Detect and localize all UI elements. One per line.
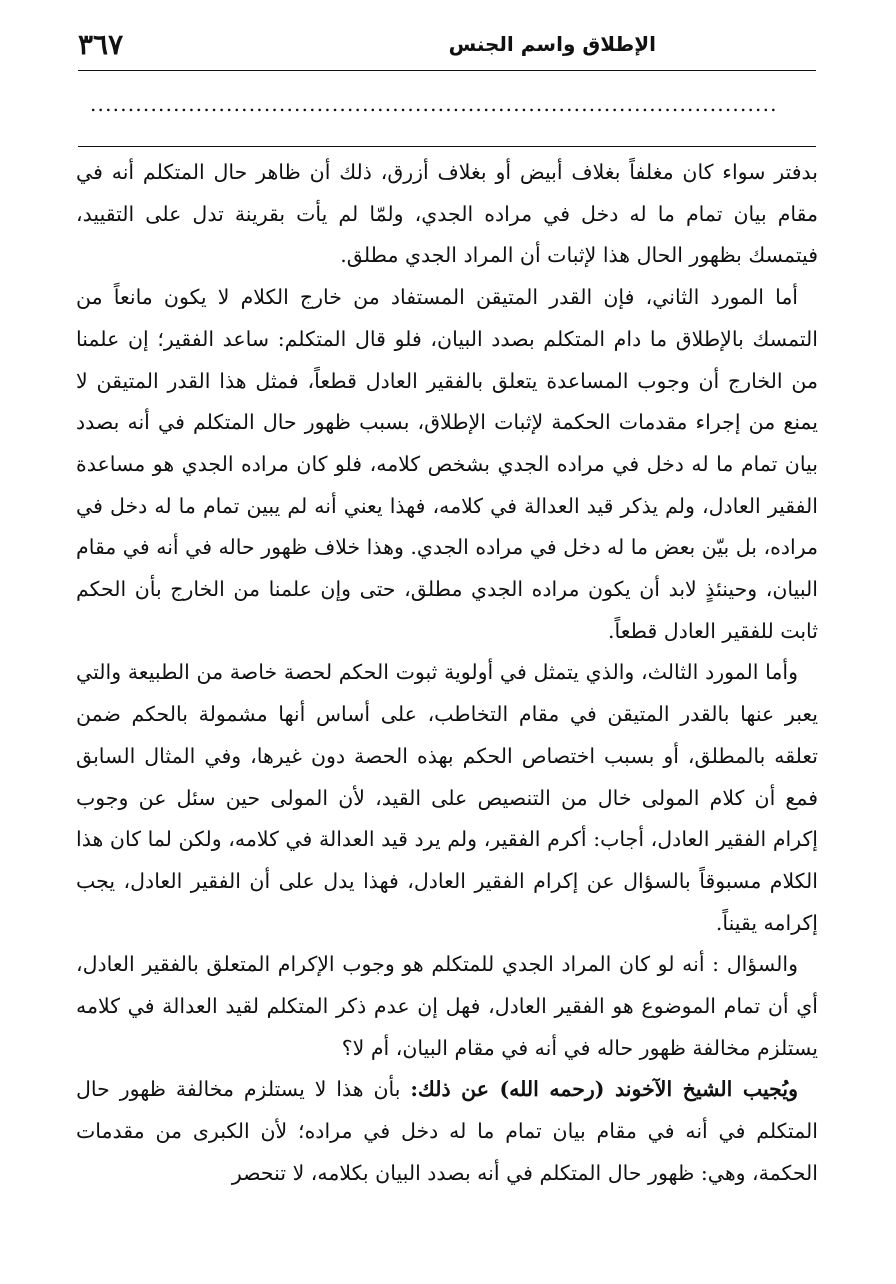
paragraph-text: بدفتر سواء كان مغلفاً بغلاف أبيض أو بغلاف أزرق، ذلك أن ظاهر حال المتكلم أنه في مقام بيان تمام ما له دخل في مراده الجدي، ولمّا لم يأت بقرينة تدل على التقييد، فيتمسك بظهور الحال هذا لإثبات أن المراد الجدي مطلق. <box>76 160 818 268</box>
separator-rule <box>78 146 816 147</box>
body-text <box>76 152 818 1195</box>
paragraph-continuation <box>76 152 818 277</box>
paragraph-text: وأما المورد الثالث، والذي يتمثل في أولوية ثبوت الحكم لحصة خاصة من الطبيعة والتي يعبر عنها بالقدر المتيقن في مقام التخاطب، على أساس أنها مشمولة بالحكم ضمن تعلقه بالمطلق، أو بسبب اختصاص الحكم بهذه الحصة دون غيرها، وفي المثال السابق فمع أن كلام المولى خال من التنصيص على القيد، لأن المولى حين سئل عن وجوب إكرام الفقير العادل، أجاب: أكرم الفقير، ولم يرد قيد العدالة في كلامه، ولكن لما كان هذا الكلام مسبوقاً بالسؤال عن إكرام الفقير العادل، فهذا يدل على أن الفقير العادل، يجب إكرامه يقيناً. <box>76 660 818 935</box>
footnote-separator-dots: ........................................................................................... <box>90 92 778 116</box>
running-title: الإطلاق واسم الجنس <box>448 32 656 56</box>
page-header <box>78 30 816 64</box>
page-number: ٣٦٧ <box>78 28 124 61</box>
paragraph-second-case <box>76 277 818 652</box>
paragraph-answer <box>76 1069 818 1194</box>
paragraph-question <box>76 944 818 1069</box>
paragraph-text: والسؤال : أنه لو كان المراد الجدي للمتكلم هو وجوب الإكرام المتعلق بالفقير العادل، أي أن تمام الموضوع هو الفقير العادل، فهل إن عدم ذكر المتكلم لقيد العدالة في كلامه يستلزم مخالفة ظهور حاله في أنه في مقام البيان، أم لا؟ <box>76 952 818 1060</box>
paragraph-text: أما المورد الثاني، فإن القدر المتيقن المستفاد من خارج الكلام لا يكون مانعاً من التمسك بالإطلاق ما دام المتكلم بصدد البيان، فلو قال المتكلم: ساعد الفقير؛ إن علمنا من الخارج أن وجوب المساعدة يتعلق بالفقير العادل قطعاً، فمثل هذا القدر المتيقن لا يمنع من إجراء مقدمات الحكمة لإثبات الإطلاق، بسبب ظهور حال المتكلم في أنه بصدد بيان تمام ما له دخل في مراده الجدي بشخص كلامه، فلو كان مراده الجدي هو مساعدة الفقير العادل، ولم يذكر قيد العدالة في كلامه، فهذا يعني أنه لم يبين تمام ما له دخل في مراده، بل بيّن بعض ما له دخل في مراده الجدي. وهذا خلاف ظهور حاله في أنه في مقام البيان، وحينئذٍ لابد أن يكون مراده الجدي مطلق، حتى وإن علمنا من الخارج بأن الحكم ثابت للفقير العادل قطعاً. <box>76 285 818 643</box>
paragraph-third-case <box>76 652 818 944</box>
paragraph-lead-bold: ويُجيب الشيخ الآخوند (رحمه الله) عن ذلك: <box>410 1077 798 1102</box>
paragraph-text: بأن هذا لا يستلزم مخالفة ظهور حال المتكلم في أنه في مقام بيان تمام ما له دخل في مراده؛ لأن الكبرى من مقدمات الحكمة، وهي: ظهور حال المتكلم في أنه بصدد البيان بكلامه، لا تنحصر <box>76 1077 818 1185</box>
header-rule <box>78 70 816 71</box>
